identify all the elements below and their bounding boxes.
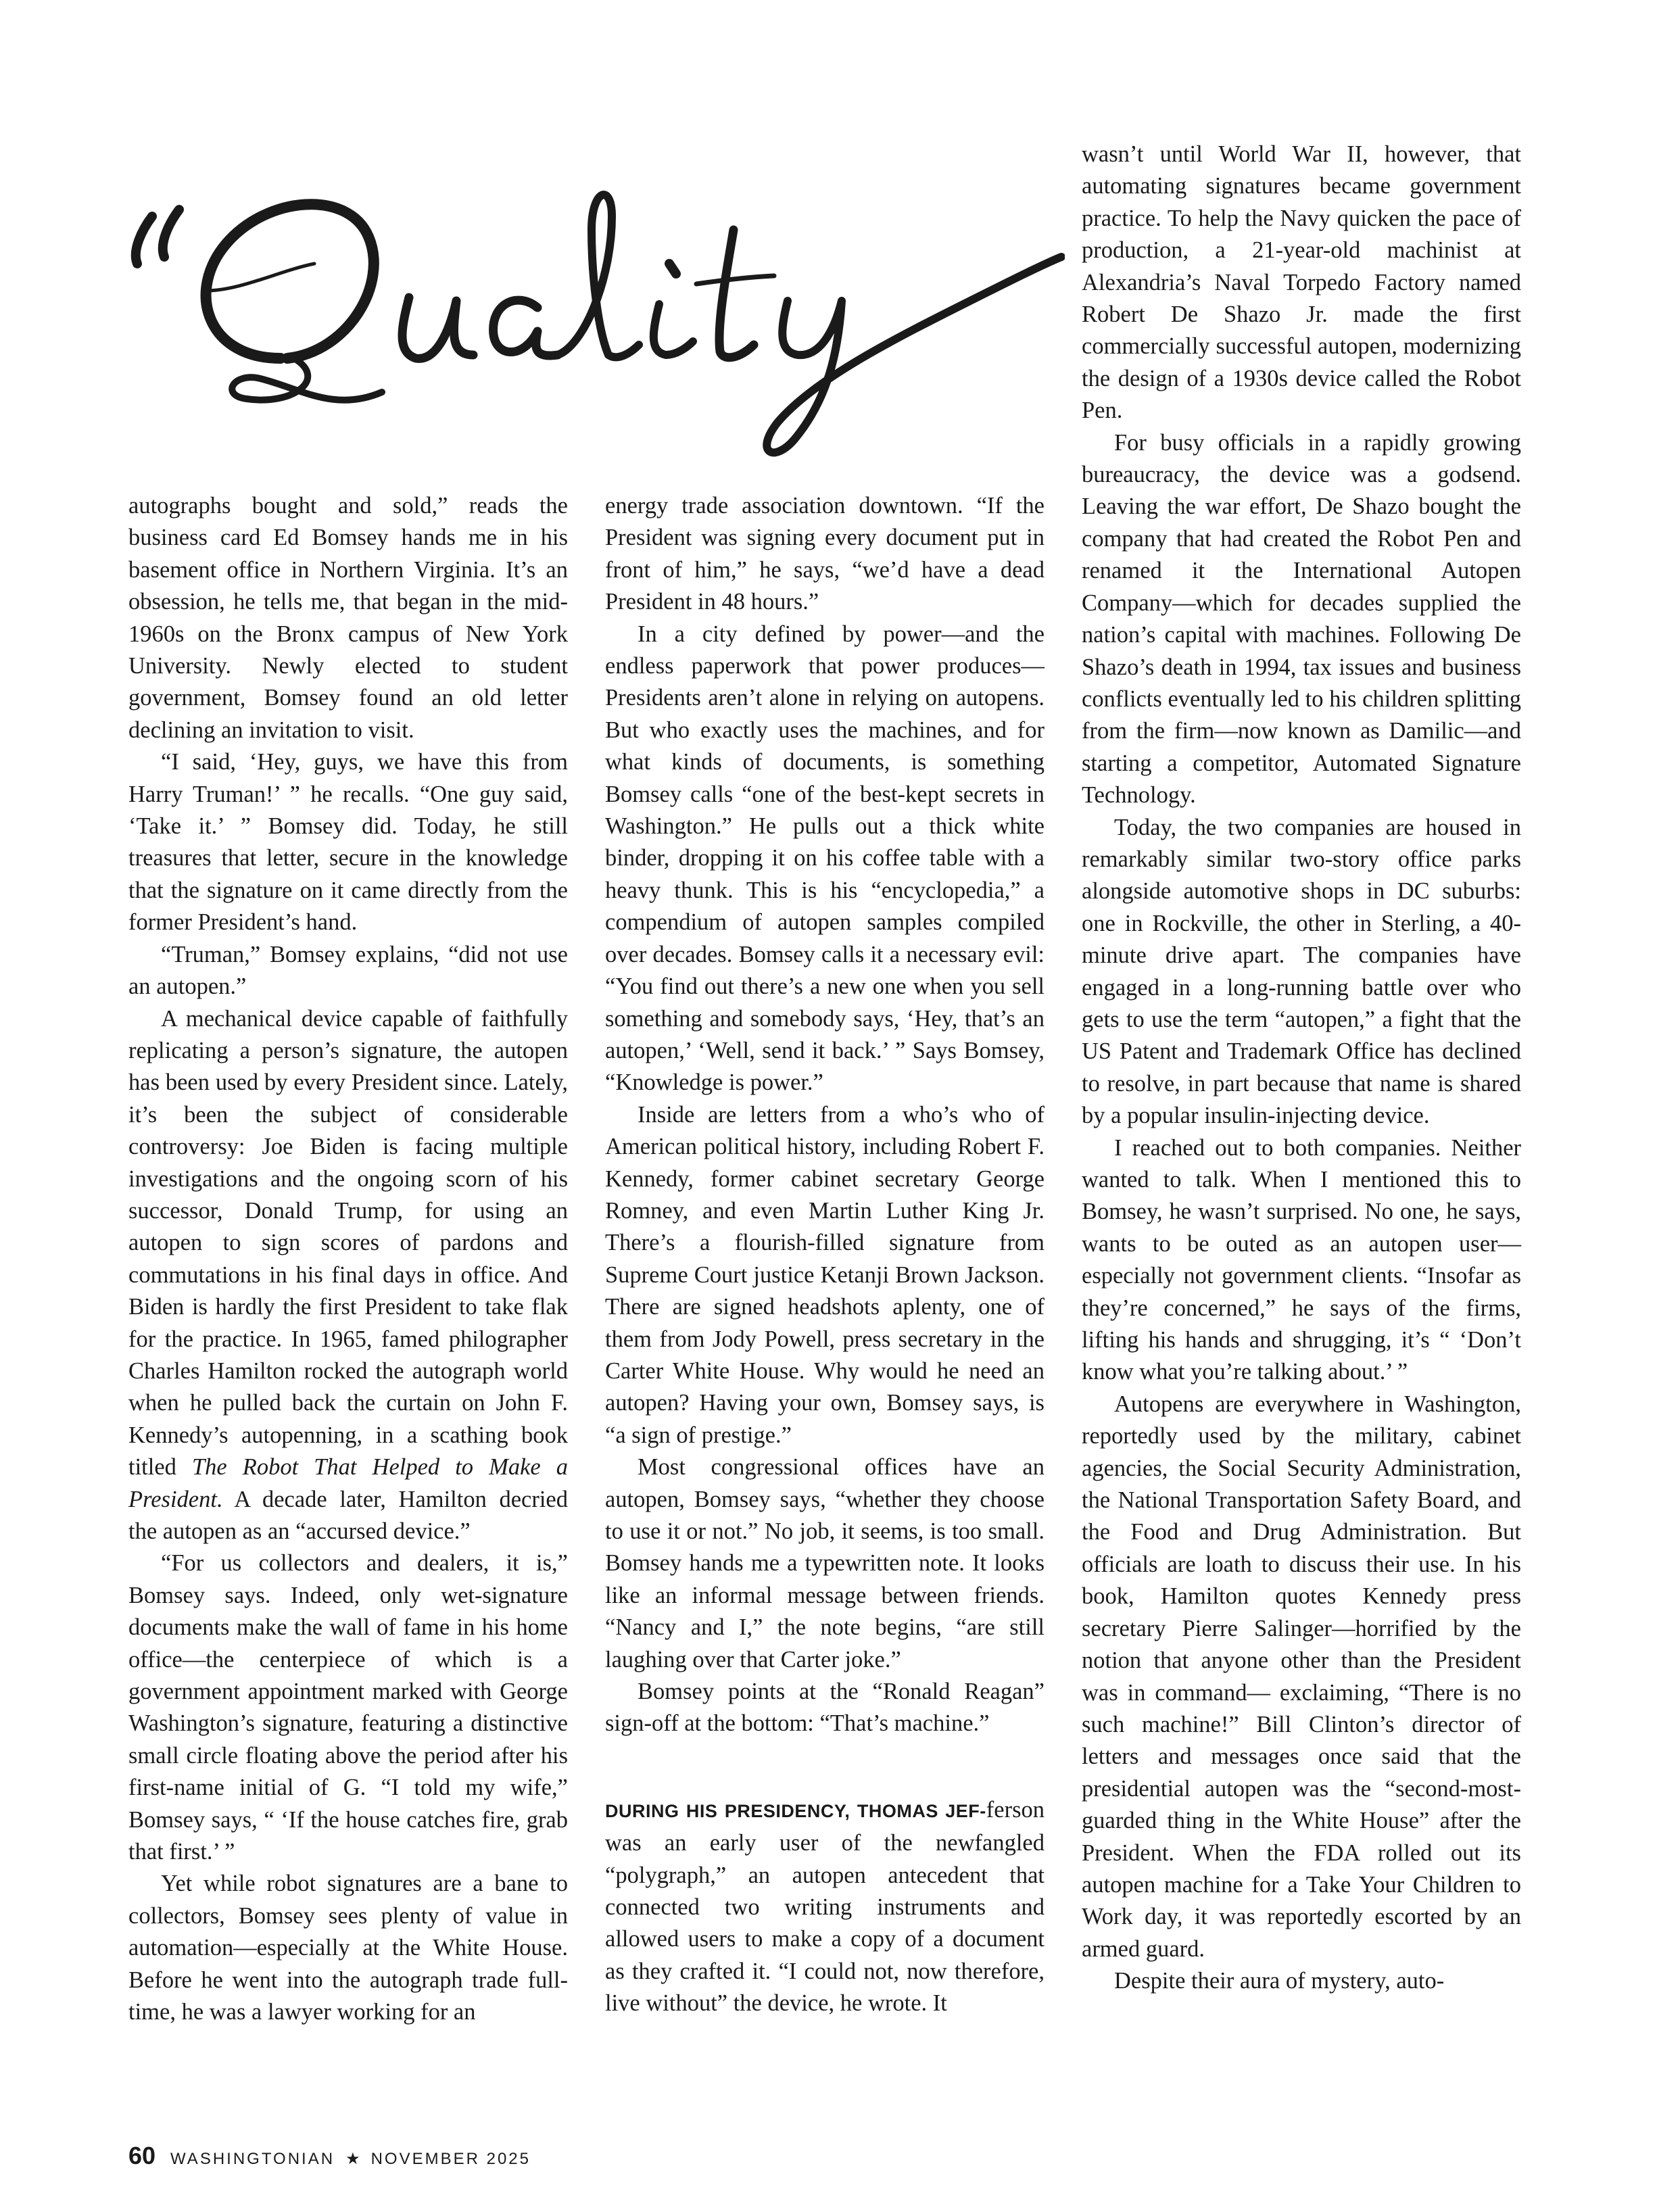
section-break (605, 1740, 1045, 1794)
column2-paragraph-4: Most congressional offices have an autopen, Bomsey says, “whether they choose to use it or not.” No job, it seems, is too small. Bomsey hands me a typewritten note. It looks like an informal message between friends. “Nancy and I,” the note begins, “are still laughing over that Carter joke.” (605, 1454, 1045, 1673)
column3-paragraph-3: Today, the two companies are housed in remarkably similar two-story office parks alongside automotive shops in DC suburbs: one in Rockville, the other in Sterling, a 40-minute drive apart. The companies have engaged in a long-running battle over who gets to use the term “autopen,” a fight that the US Patent and Trademark Office has declined to resolve, in part because that name is shared by a popular insulin-injecting device. (1082, 814, 1521, 1129)
column1-paragraph-4-text-b: A decade later, Hamilton decried the autopen as an “accursed device.” (128, 1486, 568, 1544)
page-footer (128, 2142, 531, 2175)
column1-paragraph-3: “Truman,” Bomsey explains, “did not use an autopen.” (128, 941, 568, 1000)
column2-paragraph-2: In a city defined by power—and the endless paperwork that power produces—Presidents aren’t alone in relying on autopens. But who exactly uses the machines, and for what kinds of documents, is something Bomsey calls “one of the best-kept secrets in Washington.” He pulls out a thick white binder, dropping it on his coffee table with a heavy thunk. This is his “encyclopedia,” a compendium of autopen samples compiled over decades. Bomsey calls it a necessary evil: “You find out there’s a new one when you sell something and somebody says, ‘Hey, that’s an autopen,’ ‘Well, send it back.’ ” Says Bomsey, “Knowledge is power.” (605, 621, 1045, 1096)
column3-paragraph-4: I reached out to both companies. Neither wanted to talk. When I mentioned this to Bomsey, he wasn’t surprised. No one, he says, wants to be outed as an autopen user—especially not government clients. “Insofar as they’re concerned,” he says of the firms, lifting his hands and shrugging, it’s “ ‘Don’t know what you’re talking about.’ ” (1082, 1134, 1521, 1385)
column2-paragraph-5: Bomsey points at the “Ronald Reagan” sign-off at the bottom: “That’s machine.” (605, 1679, 1045, 1737)
column1-paragraph-1: autographs bought and sold,” reads the business card Ed Bomsey hands me in his basement office in Northern Virginia. It’s an obsession, he tells me, that began in the mid-1960s on the Bronx campus of New York University. Newly elected to student government, Bomsey found an old letter declining an invitation to visit. (128, 493, 568, 743)
section-paragraph (605, 1794, 1045, 2020)
headline-calligraphy (125, 155, 1065, 473)
column2-paragraph-1: energy trade association downtown. “If the President was signing every document put in front of him,” he says, “we’d have a dead President in 48 hours.” (605, 493, 1045, 615)
section-lead-in: DURING HIS PRESIDENCY, THOMAS JEF- (605, 1800, 986, 1821)
page-number: 60 (128, 2142, 156, 2169)
column1-paragraph-2: “I said, ‘Hey, guys, we have this from Harry Truman!’ ” he recalls. “One guy said, ‘Take it.’ ” Bomsey did. Today, he still treasures that letter, secure in the knowledge that the signature on it came directly from the former President’s hand. (128, 749, 568, 936)
column3-paragraph-1: wasn’t until World War II, however, that automating signatures became government practice. To help the Navy quicken the pace of production, a 21-year-old machinist at Alexandria’s Naval Torpedo Factory named Robert De Shazo Jr. made the first commercially successful autopen, modernizing the design of a 1930s device called the Robot Pen. (1082, 141, 1521, 424)
article-column-1 (128, 490, 568, 2029)
column1-paragraph-4 (128, 1003, 568, 1548)
headline-script (125, 155, 1065, 473)
column1-paragraph-6: Yet while robot signatures are a bane to collectors, Bomsey sees plenty of value in automation—especially at the White House. Before he went into the autograph trade full-time, he was a lawyer working for an (128, 1871, 568, 2025)
column1-paragraph-4-text-a: A mechanical device capable of faithfully replicating a person’s signature, the autopen has been used by every President since. Lately, it’s been the subject of considerable controversy: Joe Biden is facing multiple investigations and the ongoing scorn of his successor, Donald Trump, for using an autopen to sign scores of pardons and commutations in his final days in office. And Biden is hardly the first President to take flak for the practice. In 1965, famed philographer Charles Hamilton rocked the autograph world when he pulled back the curtain on John F. Kennedy’s autopenning, in a scathing book titled (128, 1005, 568, 1481)
article-column-2 (605, 490, 1045, 2020)
issue-date: NOVEMBER 2025 (370, 2150, 531, 2168)
column3-paragraph-6: Despite their aura of mystery, auto- (1114, 1968, 1445, 1994)
column1-paragraph-5: “For us collectors and dealers, it is,” Bomsey says. Indeed, only wet-signature documents make the wall of fame in his home office—the centerpiece of which is a government appointment marked with George Washington’s signature, featuring a distinctive small circle floating above the period after his first-name initial of G. “I told my wife,” Bomsey says, “ ‘If the house catches fire, grab that first.’ ” (128, 1550, 568, 1865)
column3-paragraph-5: Autopens are everywhere in Washington, reportedly used by the military, cabinet agencies, the Social Security Administration, the National Transportation Safety Board, and the Food and Drug Administration. But officials are loath to discuss their use. In his book, Hamilton quotes Kennedy press secretary Pierre Salinger—horrified by the notion that anyone other than the President was in command— exclaiming, “There is no such machine!” Bill Clinton’s director of letters and messages once said that the presidential autopen was the “second-most-guarded thing in the White House” after the President. When the FDA rolled out its autopen machine for a Take Your Children to Work day, it was reportedly escorted by an armed guard. (1082, 1391, 1521, 1962)
column3-paragraph-2: For busy officials in a rapidly growing bureaucracy, the device was a godsend. Leaving the war effort, De Shazo bought the company that had created the Robot Pen and renamed it the International Autopen Company—which for decades supplied the nation’s capital with machines. Following De Shazo’s death in 1994, tax issues and business conflicts eventually led to his children splitting from the firm—now known as Damilic—and starting a competitor, Automated Signature Technology. (1082, 429, 1521, 809)
column2-paragraph-3: Inside are letters from a who’s who of American political history, including Robert F. Kennedy, former cabinet secretary George Romney, and even Martin Luther King Jr. There’s a flourish-filled signature from Supreme Court justice Ketanji Brown Jackson. There are signed headshots aplenty, one of them from Jody Powell, press secretary in the Carter White House. Why would he need an autopen? Having your own, Bomsey says, is “a sign of prestige.” (605, 1101, 1045, 1448)
article-column-3 (1082, 139, 1521, 1998)
section-paragraph-text: ferson was an early user of the newfangled “polygraph,” an autopen antecedent that connected two writing instruments and allowed users to make a copy of a document as they crafted it. “I could not, now therefore, live without” the device, he wrote. It (605, 1796, 1045, 2017)
star-icon: ★ (345, 2150, 360, 2168)
book-title: The Robot That Helped to Make a President. (128, 1454, 568, 1512)
publication-name: WASHINGTONIAN (170, 2150, 335, 2168)
